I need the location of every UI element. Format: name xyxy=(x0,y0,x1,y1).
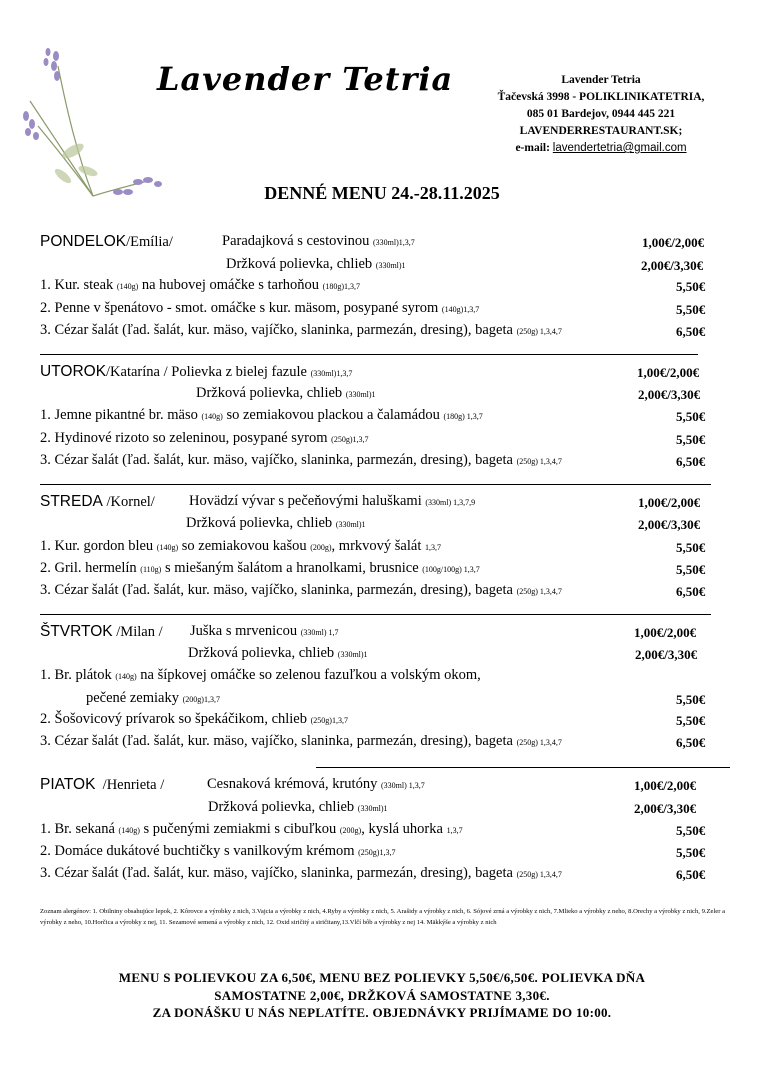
menu-title: DENNÉ MENU 24.-28.11.2025 xyxy=(264,183,500,203)
tuesday-meal2-price: 5,50€ xyxy=(676,432,706,447)
separator xyxy=(40,484,711,485)
wednesday-soup1: Hovädzí vývar s pečeňovými haluškami (330ml) 1,3,7,9 xyxy=(189,493,476,509)
friday-header xyxy=(40,776,164,794)
thursday-meal3: 3. Cézar šalát (ľad. šalát, kur. mäso, vajíčko, slaninka, parmezán, dresing), bageta (250g) 1,3,4,7 xyxy=(40,733,562,749)
tuesday-soup2-price: 2,00€/3,30€ xyxy=(638,387,701,402)
thursday-meal2-price: 5,50€ xyxy=(676,713,706,728)
friday-meal2: 2. Domáce dukátové buchtičky s vanilkovým krémom (250g)1,3,7 xyxy=(40,843,396,859)
thursday-soup2: Držková polievka, chlieb (330ml)1 xyxy=(188,645,368,661)
day-label: UTOROK xyxy=(40,363,107,380)
footer-line2: SAMOSTATNE 2,00€, DRŽKOVÁ SAMOSTATNE 3,30€. xyxy=(214,987,550,1003)
friday-meal1-price: 5,50€ xyxy=(676,823,706,838)
monday-soup2-price: 2,00€/3,30€ xyxy=(641,258,704,273)
footer-line3: ZA DONÁŠKU U NÁS NEPLATÍTE. OBJEDNÁVKY PRIJÍMAME DO 10:00. xyxy=(152,1005,612,1020)
day-label: ŠTVRTOK xyxy=(40,623,113,640)
wednesday-meal3: 3. Cézar šalát (ľad. šalát, kur. mäso, vajíčko, slaninka, parmezán, dresing), bageta (250g) 1,3,4,7 xyxy=(40,582,562,598)
tuesday-meal3-price: 6,50€ xyxy=(676,454,706,469)
thursday-meal3-price: 6,50€ xyxy=(676,735,706,750)
thursday-meal1-price: 5,50€ xyxy=(676,692,706,707)
nameday: /Katarína / Polievka z bielej fazule xyxy=(106,364,307,380)
thursday-soup2-price: 2,00€/3,30€ xyxy=(635,647,698,662)
monday-meal2: 2. Penne v špenátovo - smot. omáčke s kur. mäsom, posypané syrom (140g)1,3,7 xyxy=(40,300,480,316)
thursday-soup1-price: 1,00€/2,00€ xyxy=(634,625,697,640)
wednesday-header xyxy=(40,493,155,511)
contact-block xyxy=(478,72,724,157)
separator xyxy=(316,767,730,768)
separator xyxy=(40,354,698,355)
tuesday-meal2: 2. Hydinové rizoto so zeleninou, posypané syrom (250g)1,3,7 xyxy=(40,430,369,446)
separator xyxy=(40,614,711,615)
friday-soup2-price: 2,00€/3,30€ xyxy=(634,801,697,816)
tuesday-header: UTOROK/Katarína / Polievka z bielej fazule (330ml)1,3,7 xyxy=(40,363,353,380)
friday-meal3: 3. Cézar šalát (ľad. šalát, kur. mäso, vajíčko, slaninka, parmezán, dresing), bageta (250g) 1,3,4,7 xyxy=(40,865,562,881)
friday-soup1: Cesnaková krémová, krutóny (330ml) 1,3,7 xyxy=(207,776,425,792)
monday-soup1: Paradajková s cestovinou (330ml)1,3,7 xyxy=(222,233,415,249)
monday-meal1: 1. Kur. steak (140g) na hubovej omáčke s tarhoňou (180g)1,3,7 xyxy=(40,277,360,293)
friday-soup2: Držková polievka, chlieb (330ml)1 xyxy=(208,799,388,815)
friday-meal3-price: 6,50€ xyxy=(676,867,706,882)
wednesday-meal1: 1. Kur. gordon bleu (140g) so zemiakovou kašou (200g), mrkvový šalát 1,3,7 xyxy=(40,538,441,554)
tuesday-meal1: 1. Jemne pikantné br. mäso (140g) so zemiakovou plackou a čalamádou (180g) 1,3,7 xyxy=(40,407,483,423)
lavender-illustration xyxy=(18,46,168,206)
monday-soup1-price: 1,00€/2,00€ xyxy=(642,235,705,250)
monday-meal3: 3. Cézar šalát (ľad. šalát, kur. mäso, vajíčko, slaninka, parmezán, dresing), bageta (250g) 1,3,4,7 xyxy=(40,322,562,338)
friday-soup1-price: 1,00€/2,00€ xyxy=(634,778,697,793)
friday-meal1: 1. Br. sekaná (140g) s pučenými zemiakmi s cibuľkou (200g), kyslá uhorka 1,3,7 xyxy=(40,821,463,837)
day-label: PONDELOK xyxy=(40,233,127,250)
thursday-meal1-cont: pečené zemiaky (200g)1,3,7 xyxy=(86,690,220,706)
contact-email-row xyxy=(478,140,724,157)
nameday: /Kornel/ xyxy=(106,494,155,510)
contact-address1: Ťačevská 3998 - POLIKLINIKATETRIA, xyxy=(497,91,705,103)
nameday: /Henrieta / xyxy=(102,777,165,793)
wednesday-soup2: Držková polievka, chlieb (330ml)1 xyxy=(186,515,366,531)
wednesday-meal2: 2. Gril. hermelín (110g) s miešaným šalátom a hranolkami, brusnice (100g/100g) 1,3,7 xyxy=(40,560,480,576)
monday-meal3-price: 6,50€ xyxy=(676,324,706,339)
monday-meal1-price: 5,50€ xyxy=(676,279,706,294)
friday-meal2-price: 5,50€ xyxy=(676,845,706,860)
wednesday-meal2-price: 5,50€ xyxy=(676,562,706,577)
tuesday-meal3: 3. Cézar šalát (ľad. šalát, kur. mäso, vajíčko, slaninka, parmezán, dresing), bageta (250g) 1,3,4,7 xyxy=(40,452,562,468)
contact-name: Lavender Tetria xyxy=(561,74,641,86)
footer-line1: MENU S POLIEVKOU ZA 6,50€, MENU BEZ POLIEVKY 5,50€/6,50€. POLIEVKA DŇA xyxy=(118,970,646,985)
wednesday-meal3-price: 6,50€ xyxy=(676,584,706,599)
tuesday-soup1-price: 1,00€/2,00€ xyxy=(637,365,700,380)
nameday: /Emília/ xyxy=(126,234,173,250)
wednesday-meal1-price: 5,50€ xyxy=(676,540,706,555)
contact-web: LAVENDERRESTAURANT.SK; xyxy=(519,125,683,137)
thursday-meal2: 2. Šošovicový prívarok so špekáčikom, chlieb (250g)1,3,7 xyxy=(40,711,348,727)
email-label: e-mail: xyxy=(515,142,550,154)
monday-header xyxy=(40,233,173,251)
wednesday-soup1-price: 1,00€/2,00€ xyxy=(638,495,701,510)
allergen-list: Zoznam alergénov: 1. Obilniny obsahujúce lepok, 2. Kôrovce a výrobky z nich, 3.Vajcia a výrobky z nich, 4.Ryby a výrobky z nich, 5. Arašidy a výrobky z nich, 6. Sójové zrná a výrobky z nich, 7.Mlieko a výrobky z neho, 8.Orechy a výrobky z nich, 9.Zeler a výrobky z neho, 10.Horčica a výrobky z nej, 11. Sezamové semená a výrobky z nich, 12. Oxid siričitý a siričitany,13.Vlčí bôb a výrobky z nej 14. Mäkkýše a výrobky z nich xyxy=(40,908,725,926)
monday-meal2-price: 5,50€ xyxy=(676,302,706,317)
day-label: STREDA xyxy=(40,493,103,510)
thursday-soup1: Juška s mrvenicou (330ml) 1,7 xyxy=(190,623,339,639)
thursday-meal1: 1. Br. plátok (140g) na šípkovej omáčke so zelenou fazuľkou a volským okom, xyxy=(40,667,481,683)
tuesday-meal1-price: 5,50€ xyxy=(676,409,706,424)
contact-address2: 085 01 Bardejov, 0944 445 221 xyxy=(526,108,676,120)
logo-text: Lavender Tetria xyxy=(157,60,454,98)
tuesday-soup2: Držková polievka, chlieb (330ml)1 xyxy=(196,385,376,401)
thursday-header xyxy=(40,623,163,641)
wednesday-soup2-price: 2,00€/3,30€ xyxy=(638,517,701,532)
monday-soup2: Držková polievka, chlieb (330ml)1 xyxy=(226,256,406,272)
nameday: /Milan / xyxy=(116,624,163,640)
day-label: PIATOK xyxy=(40,776,96,793)
email-link[interactable]: lavendertetria@gmail.com xyxy=(552,142,687,154)
footer-note xyxy=(0,969,764,1022)
